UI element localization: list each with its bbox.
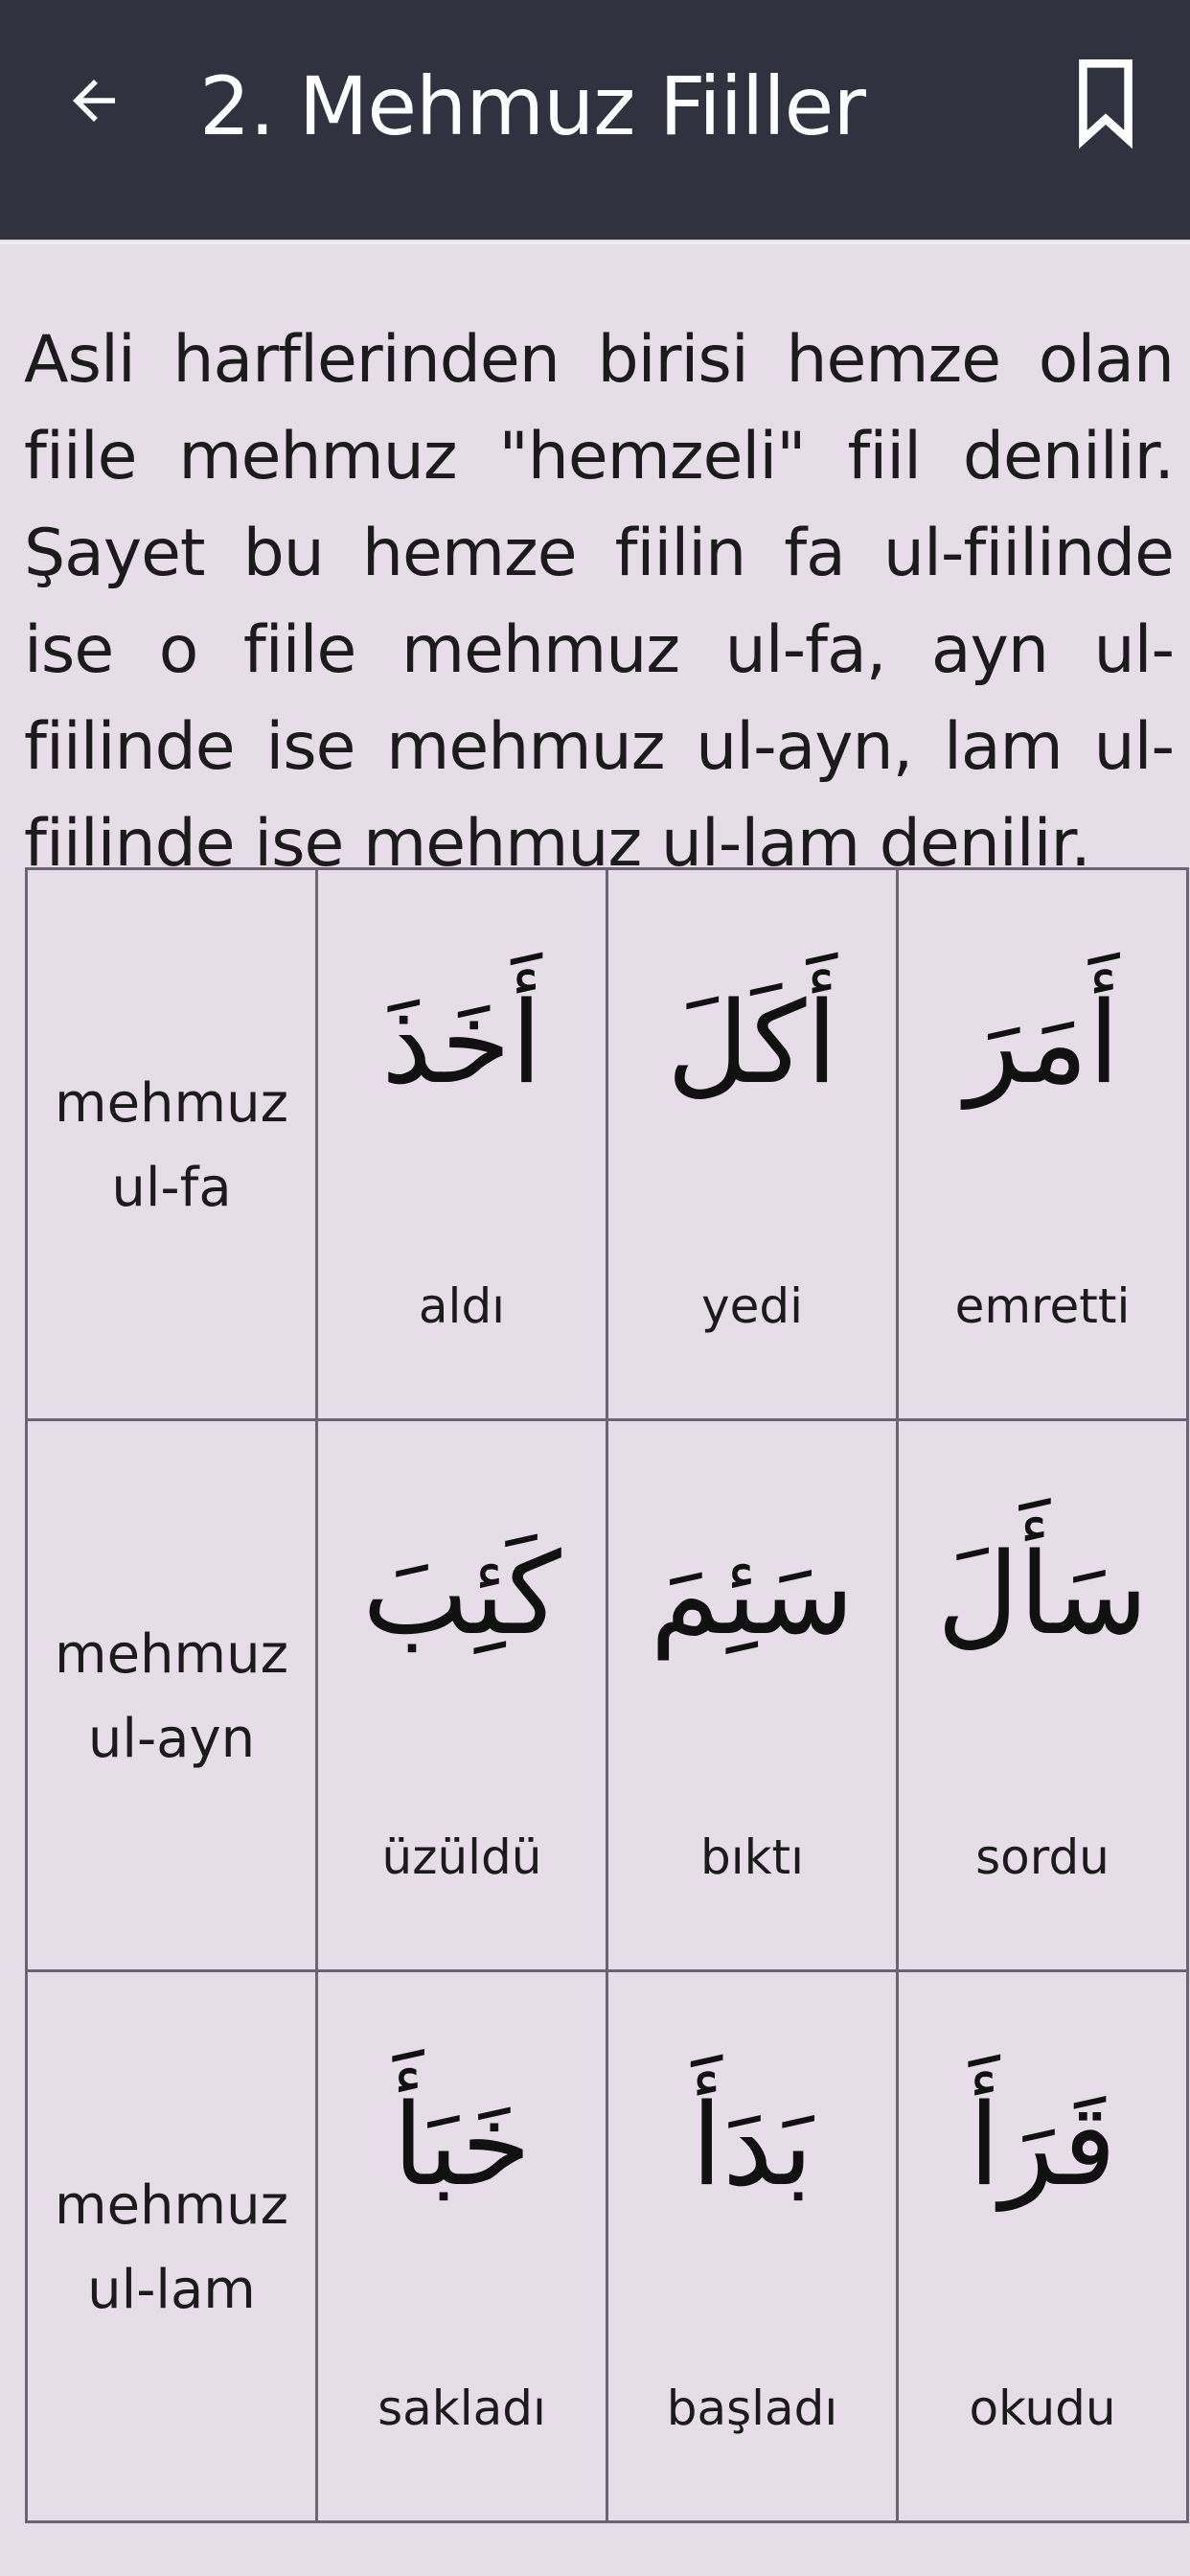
bookmark-button[interactable] — [1067, 50, 1144, 155]
verb-meaning: aldı — [418, 1278, 506, 1334]
arrow-left-icon — [62, 69, 126, 132]
verb-cell — [898, 1971, 1188, 2522]
table-row — [27, 869, 1188, 1420]
verb-cell — [898, 869, 1188, 1420]
content-area — [0, 242, 1190, 2576]
arabic-verb: سَأَلَ — [936, 1528, 1149, 1660]
verb-cell — [898, 1420, 1188, 1971]
table-row — [27, 1420, 1188, 1971]
verb-cell — [607, 1420, 898, 1971]
verb-meaning: okudu — [969, 2380, 1116, 2436]
arabic-verb: أَمَرَ — [965, 977, 1120, 1109]
table-row — [27, 1971, 1188, 2522]
verb-meaning: üzüldü — [381, 1829, 542, 1885]
verb-cell — [317, 1420, 607, 1971]
row-label: mehmuz ul-ayn — [55, 1623, 288, 1770]
app-bar — [0, 0, 1190, 240]
verb-cell — [607, 869, 898, 1420]
verb-table — [25, 867, 1189, 2523]
arabic-verb: قَرَأَ — [968, 2079, 1117, 2211]
row-label-cell — [27, 1971, 317, 2522]
verb-meaning: sakladı — [378, 2380, 546, 2436]
verb-meaning: emretti — [954, 1278, 1131, 1334]
row-label: mehmuz ul-fa — [55, 1072, 288, 1219]
row-label-cell — [27, 869, 317, 1420]
row-label: mehmuz ul-lam — [55, 2174, 288, 2321]
verb-meaning: başladı — [666, 2380, 838, 2436]
verb-meaning: sordu — [975, 1829, 1110, 1885]
arabic-verb: أَكَلَ — [666, 977, 838, 1109]
verb-meaning: bıktı — [699, 1829, 805, 1885]
arabic-verb: خَبَأَ — [392, 2079, 532, 2211]
arabic-verb: أَخَذَ — [381, 977, 542, 1109]
arabic-verb: كَئِبَ — [362, 1528, 561, 1660]
back-button[interactable] — [56, 58, 132, 144]
verb-meaning: yedi — [701, 1278, 803, 1334]
arabic-verb: سَئِمَ — [650, 1528, 855, 1660]
arabic-verb: بَدَأَ — [691, 2079, 813, 2211]
verb-cell — [317, 1971, 607, 2522]
verb-cell — [607, 1971, 898, 2522]
row-label-cell — [27, 1420, 317, 1971]
intro-paragraph: Asli harflerinden birisi hemze olan fiile mehmuz "hemzeli" fiil denilir. Şayet bu hemze fiilin fa ul-fiilinde ise o fiile mehmuz ul-fa, ayn ul-fiilinde ise mehmuz ul-ayn, lam ul-fiilinde ise mehmuz ul-lam denilir. — [24, 322, 1174, 882]
bookmark-icon — [1077, 56, 1134, 150]
page-title: 2. Mehmuz Fiiller — [199, 59, 865, 153]
verb-cell — [317, 869, 607, 1420]
